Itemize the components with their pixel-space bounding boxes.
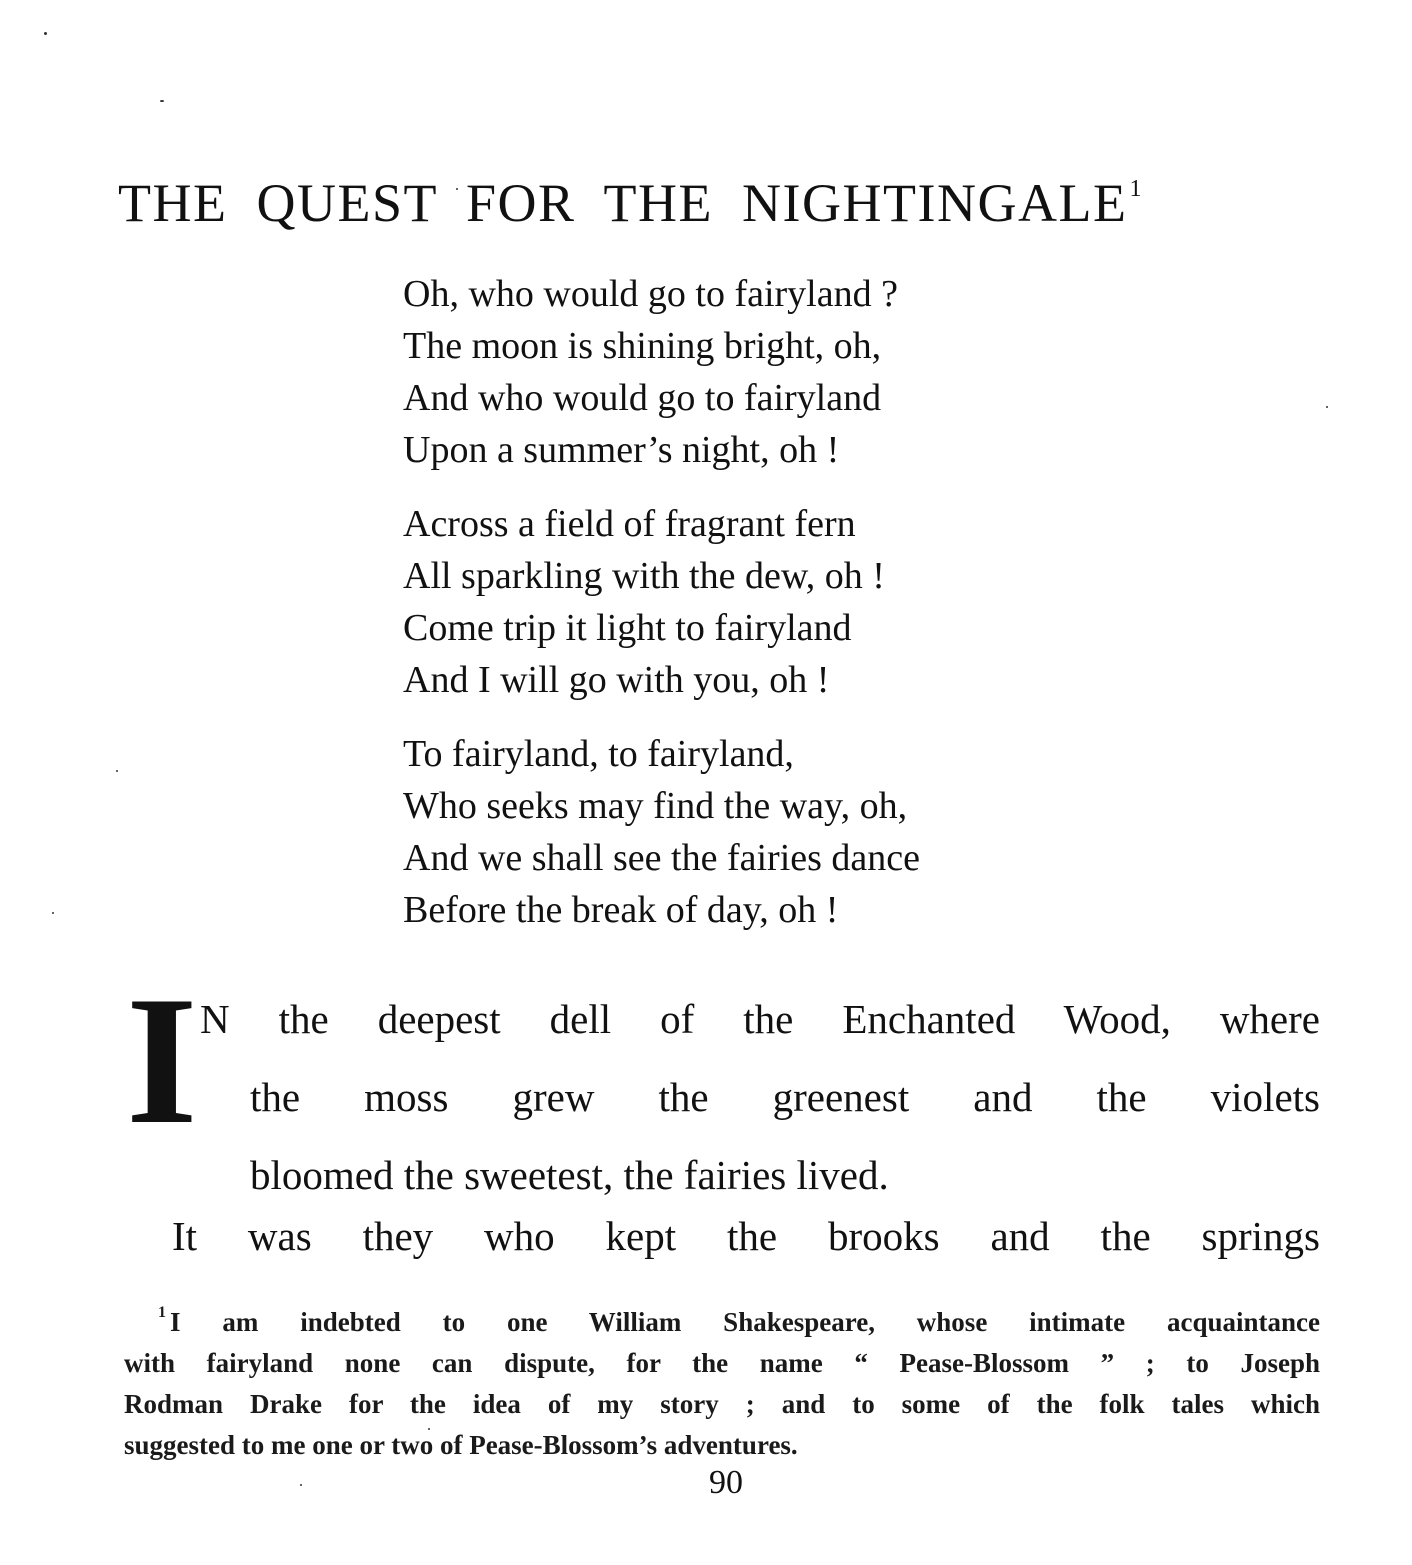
scan-speck [1326, 406, 1328, 408]
paragraph-line: the moss grew the greenest and the violets [250, 1074, 1320, 1120]
scan-speck [44, 32, 47, 35]
body-paragraph-2: It was they who kept the brooks and the springs [172, 1213, 1320, 1259]
poem-line: Who seeks may find the way, oh, [403, 785, 908, 827]
poem-stanza-2 [403, 498, 920, 706]
footnote-line: Rodman Drake for the idea of my story ; and to some of the folk tales which [124, 1389, 1320, 1419]
scan-speck [160, 100, 164, 102]
footnote [124, 1296, 1320, 1466]
chapter-title-text: THE QUEST FOR THE NIGHTINGALE [118, 173, 1128, 233]
footnote-line-text: I am indebted to one William Shakespeare, whose intimate acquaintance [170, 1307, 1320, 1337]
poem-stanza-1 [403, 268, 920, 476]
poem-line: To fairyland, to fairyland, [403, 733, 794, 775]
poem-line: And who would go to fairyland [403, 377, 882, 419]
poem-line: All sparkling with the dew, oh ! [403, 555, 885, 597]
footnote-line: with fairyland none can dispute, for the name “ Pease-Blossom ” ; to Joseph [124, 1348, 1320, 1378]
poem-line: Oh, who would go to fairyland ? [403, 273, 898, 315]
page-number: 90 [709, 1464, 743, 1501]
epigraph-poem [403, 268, 920, 958]
poem-line: Upon a summer’s night, oh ! [403, 429, 840, 471]
scan-speck [116, 770, 118, 772]
poem-line: And I will go with you, oh ! [403, 659, 830, 701]
footnote-line: suggested to me one or two of Pease-Blossom’s adventures. [124, 1430, 798, 1460]
footnote-marker: 1 [158, 1304, 166, 1321]
scan-speck [52, 912, 54, 914]
paragraph-line: N the deepest dell of the Enchanted Wood, where [200, 996, 1320, 1042]
poem-line: The moon is shining bright, oh, [403, 325, 882, 367]
poem-line: Before the break of day, oh ! [403, 889, 839, 931]
title-footnote-marker: 1 [1129, 176, 1143, 202]
body-paragraph-1 [200, 980, 1320, 1214]
poem-line: And we shall see the fairies dance [403, 837, 921, 879]
chapter-title [118, 173, 1318, 233]
footnote-line [124, 1296, 1320, 1343]
poem-line: Across a field of fragrant fern [403, 503, 856, 545]
drop-cap: I [126, 958, 198, 1162]
paragraph-line: bloomed the sweetest, the fairies lived. [250, 1152, 889, 1198]
poem-stanza-3 [403, 728, 920, 936]
poem-line: Come trip it light to fairyland [403, 607, 852, 649]
